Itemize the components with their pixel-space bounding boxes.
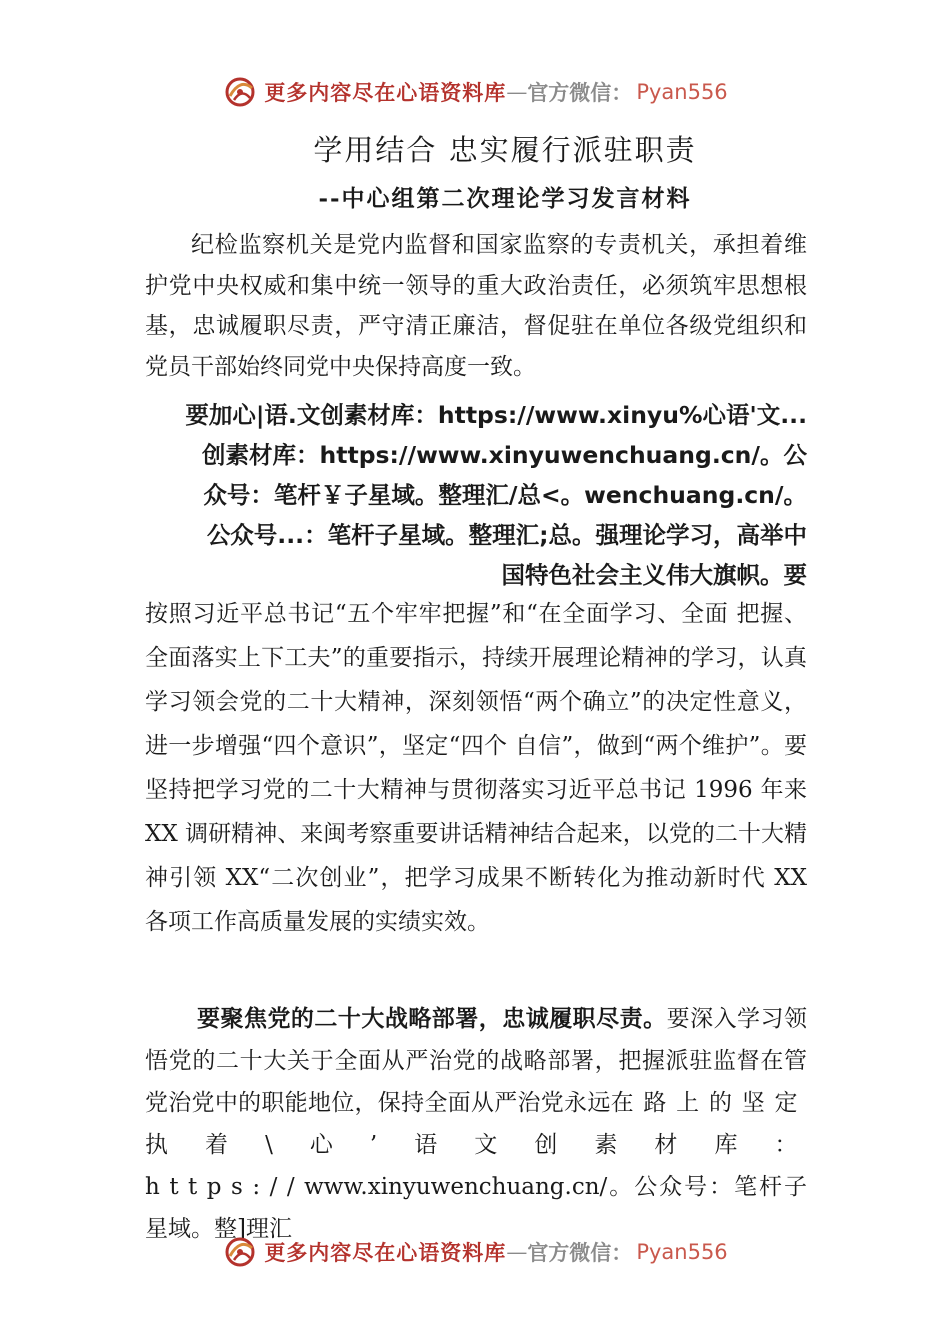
banner-separator: — — [506, 80, 528, 104]
paragraph-strategic-deployment — [145, 998, 807, 1250]
watermark-line: 众号：笔杆￥子星域。整理汇/总<。wenchuang.cn/。 — [203, 481, 807, 509]
banner-wechat-label: 官方微信： — [527, 1240, 633, 1265]
swirl-logo-icon — [222, 74, 258, 110]
banner-main-text: 更多内容尽在心语资料库 — [264, 1240, 507, 1265]
paragraph-intro: 纪检监察机关是党内监督和国家监察的专责机关，承担着维护党中央权威和集中统一领导的重大政治责任，必须筑牢思想根基，忠诚履职尽责，严守清正廉洁，督促驻在单位各级党组织和党员干部始终同党中央保持高度一致。 — [145, 232, 807, 380]
watermark-line: 国特色社会主义伟大旗帜。要 — [501, 561, 807, 589]
swirl-logo-icon — [222, 1234, 258, 1270]
banner-main-text: 更多内容尽在心语资料库 — [264, 80, 507, 105]
paragraph-body: 要深入学习领悟党的二十大关于全面从严治党的战略部署，把握派驻监督在管党治党中的职能地位，保持全面从严治党永远 — [145, 1006, 808, 1116]
watermark-line: 要加心|语.文创素材库：https://www.xinyu%心语'文... — [185, 401, 807, 429]
banner-separator: — — [506, 1240, 528, 1264]
paragraph-lead-heading: 要聚焦党的二十大战略部署，忠诚履职尽责。 — [197, 1006, 667, 1032]
paragraph-tail: www.xinyuwenchuang.cn/。公众号：笔杆子星域。整]理汇 — [145, 1174, 807, 1242]
watermark-block — [132, 395, 807, 595]
document-subtitle: --中心组第二次理论学习发言材料 — [318, 185, 692, 212]
banner-wechat-id: Pyan556 — [636, 1240, 728, 1264]
watermark-line: 创素材库：https://www.xinyuwenchuang.cn/。公 — [202, 441, 807, 469]
watermark-line: 公众号...：笔杆子星域。整理汇;总。强理论学习，高举中 — [206, 521, 807, 549]
banner-wechat-label: 官方微信： — [527, 80, 633, 105]
document-title: 学用结合 忠实履行派驻职责 — [313, 133, 697, 167]
header-banner — [0, 72, 950, 112]
paragraph-theory-study: 按照习近平总书记“五个牢牢把握”和“在全面学习、全面 把握、全面落实上下工夫”的重要指示，持续开展理论精神的学习，认真学习领会党的二十大精神，深刻领悟“两个确立”的决定性意义，进一步增强“四个意识”，坚定“四个 自信”，做到“两个维护”。要坚持把学习党的二十大精神与贯彻落实习近平总书记 1996 年来XX 调研精神、来闽考察重要讲话精神结合起来，以党的二十大精神引领 XX“二次创业”，把学习成果不断转化为推动新时代 XX 各项工作高质量发展的实绩实效。 — [145, 601, 807, 935]
paragraph-spaced-text: 在路上的坚定执着\心’语文创素材库：https:// — [145, 1090, 808, 1200]
footer-banner — [0, 1232, 950, 1272]
banner-wechat-id: Pyan556 — [636, 80, 728, 104]
